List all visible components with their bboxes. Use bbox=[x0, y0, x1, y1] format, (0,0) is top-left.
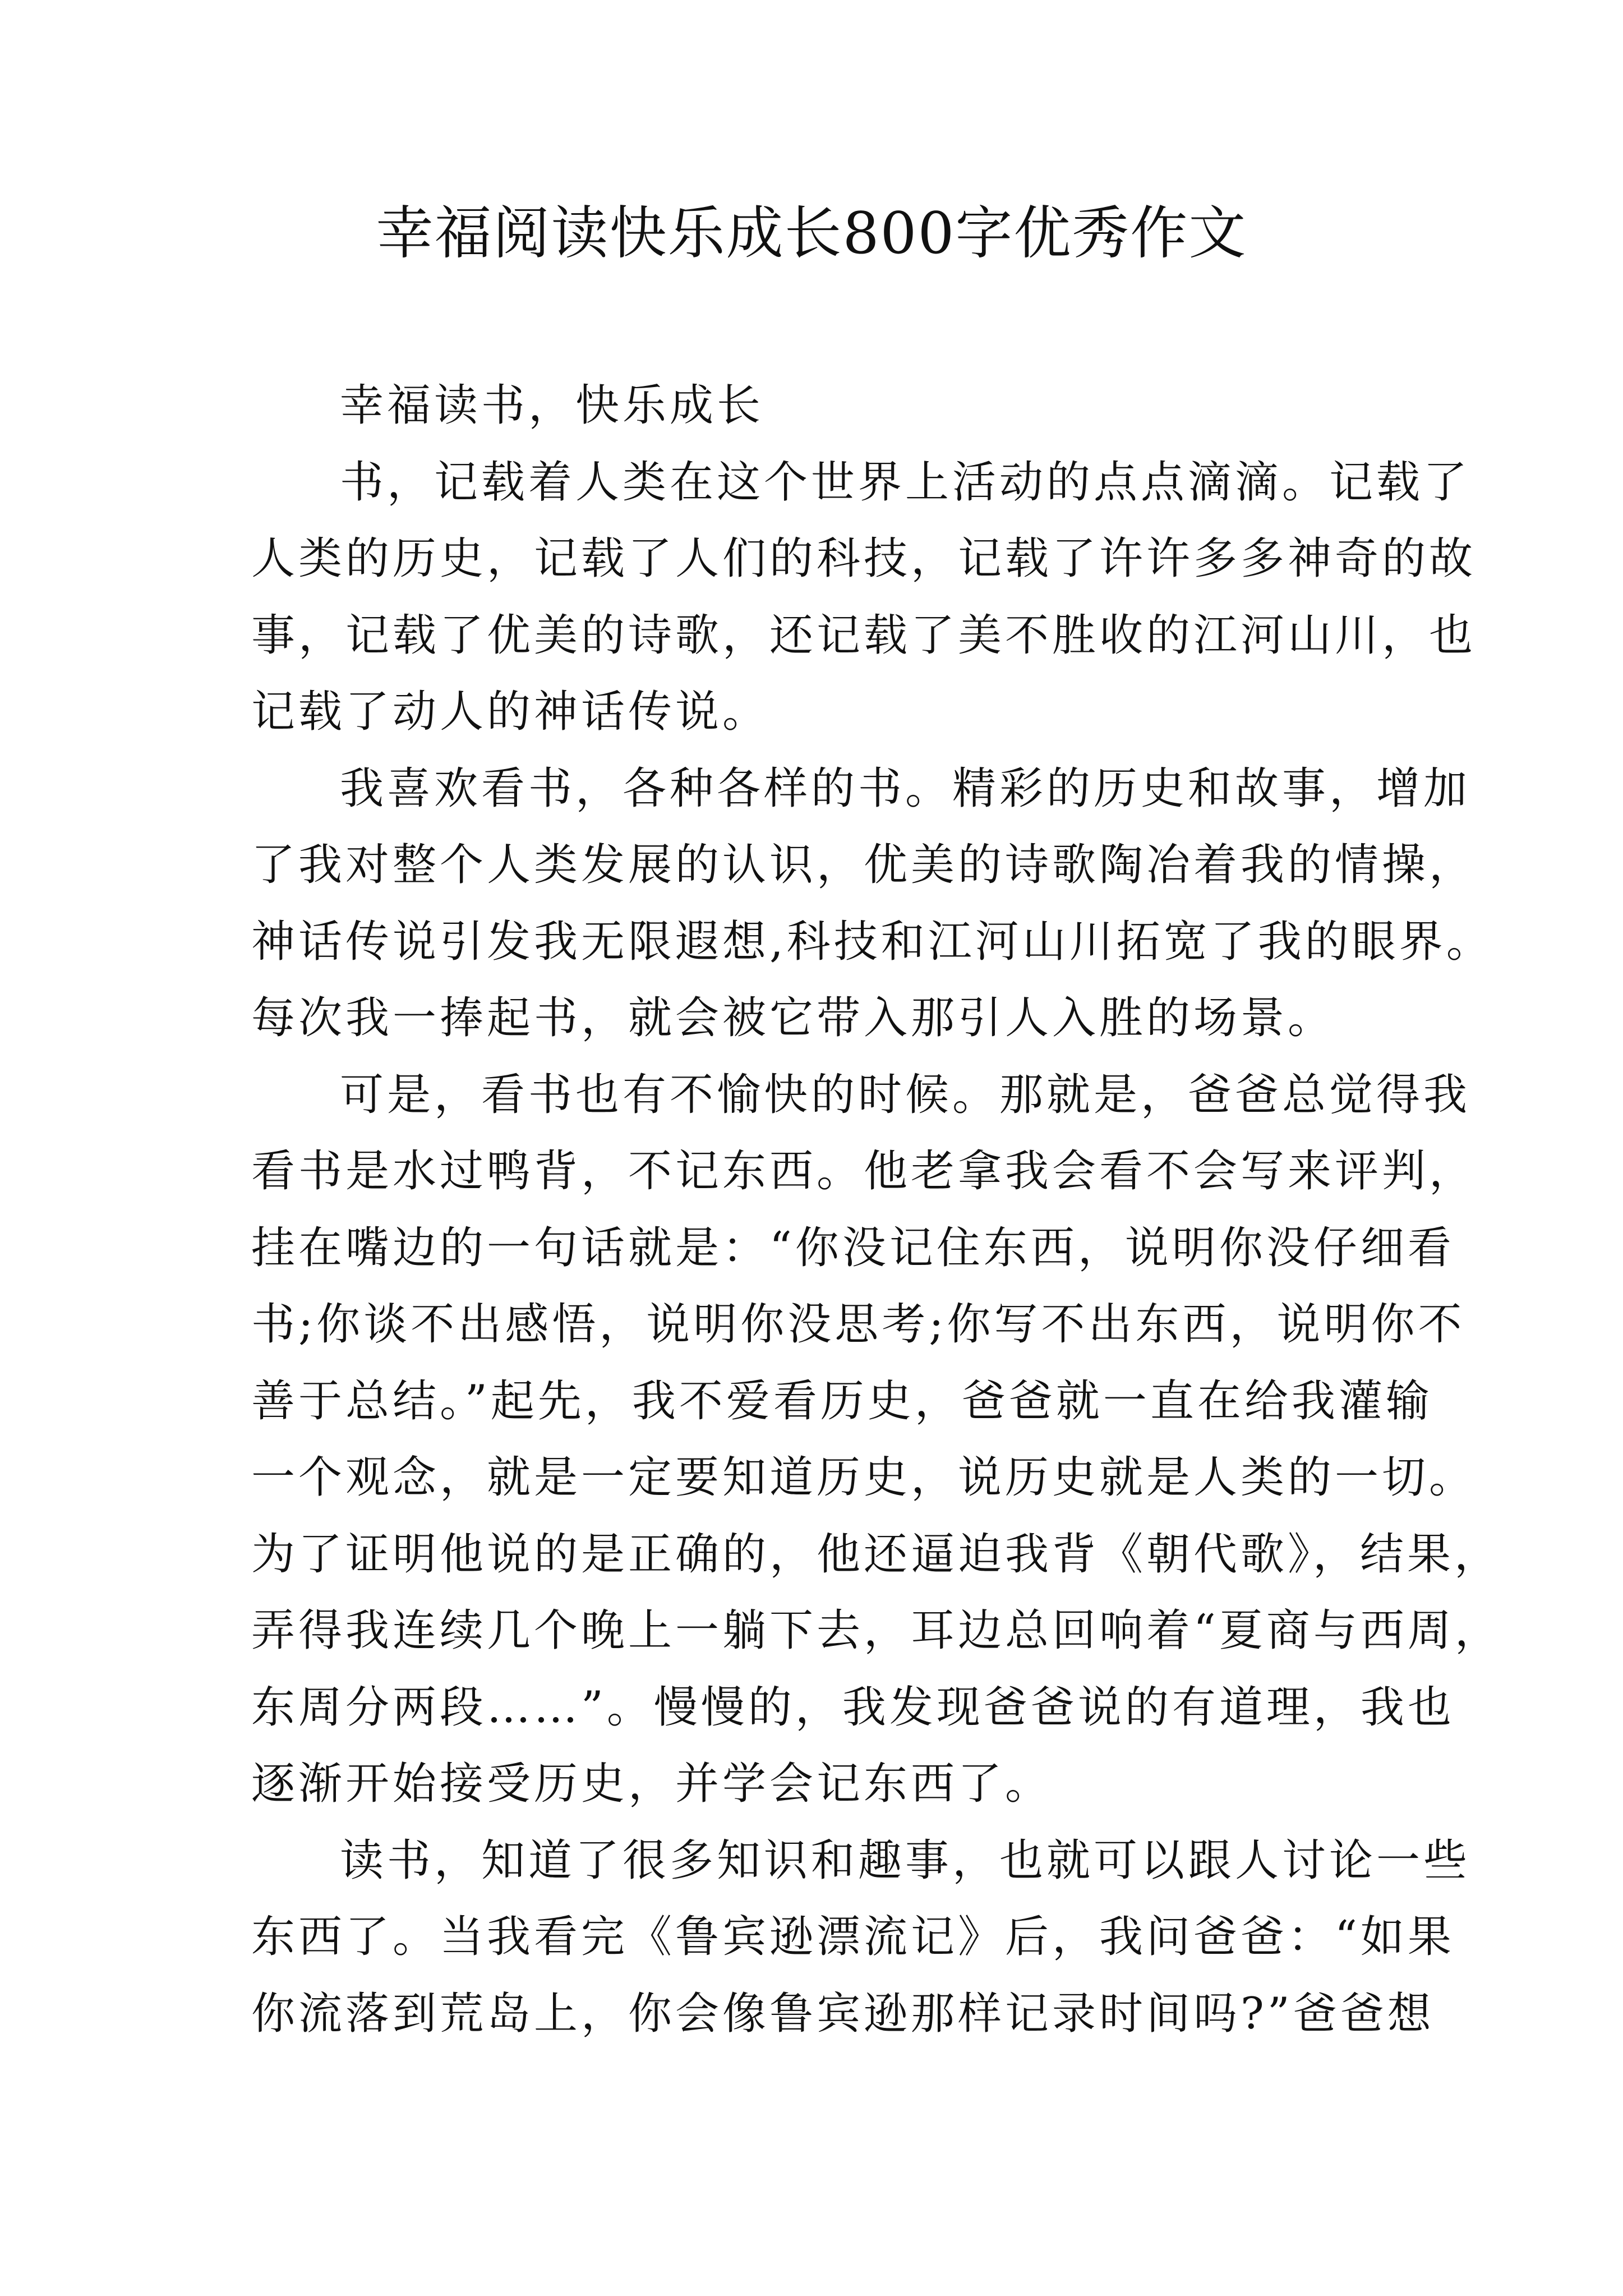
paragraph-first-line: 我喜欢看书，各种各样的书。精彩的历史和故事，增加 bbox=[340, 763, 1471, 814]
paragraph-line: 东周分两段……”。慢慢的，我发现爸爸说的有道理，我也 bbox=[251, 1682, 1455, 1733]
document-title: 幸福阅读快乐成长800字优秀作文 bbox=[376, 200, 1247, 267]
paragraph-line: 逐渐开始接受历史，并学会记东西了。 bbox=[251, 1759, 1053, 1809]
paragraph-first-line: 读书，知道了很多知识和趣事，也就可以跟人讨论一些 bbox=[340, 1835, 1471, 1886]
paragraph-line: 书;你谈不出感悟，说明你没思考;你写不出东西，说明你不 bbox=[251, 1299, 1465, 1350]
article-body bbox=[251, 367, 1502, 2052]
paragraph-line: 人类的历史，记载了人们的科技，记载了许许多多神奇的故 bbox=[251, 533, 1477, 584]
paragraph-line: 每次我一捧起书，就会被它带入那引人入胜的场景。 bbox=[251, 993, 1335, 1043]
paragraph-line: 事，记载了优美的诗歌，还记载了美不胜收的江河山川，也 bbox=[251, 610, 1477, 661]
paragraph-line: 为了证明他说的是正确的，他还逼迫我背《朝代歌》，结果， bbox=[251, 1529, 1502, 1580]
paragraph-line: 神话传说引发我无限遐想,科技和江河山川拓宽了我的眼界。 bbox=[251, 916, 1493, 967]
paragraph-line: 挂在嘴边的一句话就是：“你没记住东西，说明你没仔细看 bbox=[251, 1222, 1455, 1273]
paragraph-first-line: 书，记载着人类在这个世界上活动的点点滴滴。记载了 bbox=[340, 457, 1471, 508]
paragraph-first-line: 可是，看书也有不愉快的时候。那就是，爸爸总觉得我 bbox=[340, 1069, 1471, 1120]
paragraph-line: 一个观念，就是一定要知道历史，说历史就是人类的一切。 bbox=[251, 1452, 1477, 1503]
paragraph-first-line: 幸福读书，快乐成长 bbox=[340, 380, 764, 431]
paragraph-line: 记载了动人的神话传说。 bbox=[251, 687, 770, 737]
paragraph-line: 善于总结。”起先，我不爱看历史，爸爸就一直在给我灌输 bbox=[251, 1375, 1433, 1427]
paragraph-line: 弄得我连续几个晚上一躺下去，耳边总回响着“夏商与西周， bbox=[251, 1605, 1502, 1656]
paragraph-line: 你流落到荒岛上，你会像鲁宾逊那样记录时间吗?”爸爸想 bbox=[251, 1988, 1435, 2039]
paragraph-line: 东西了。当我看完《鲁宾逊漂流记》后，我问爸爸：“如果 bbox=[251, 1912, 1455, 1962]
paragraph-line: 看书是水过鸭背，不记东西。他老拿我会看不会写来评判， bbox=[251, 1146, 1477, 1197]
paragraph-line: 了我对整个人类发展的认识，优美的诗歌陶冶着我的情操， bbox=[251, 840, 1477, 890]
